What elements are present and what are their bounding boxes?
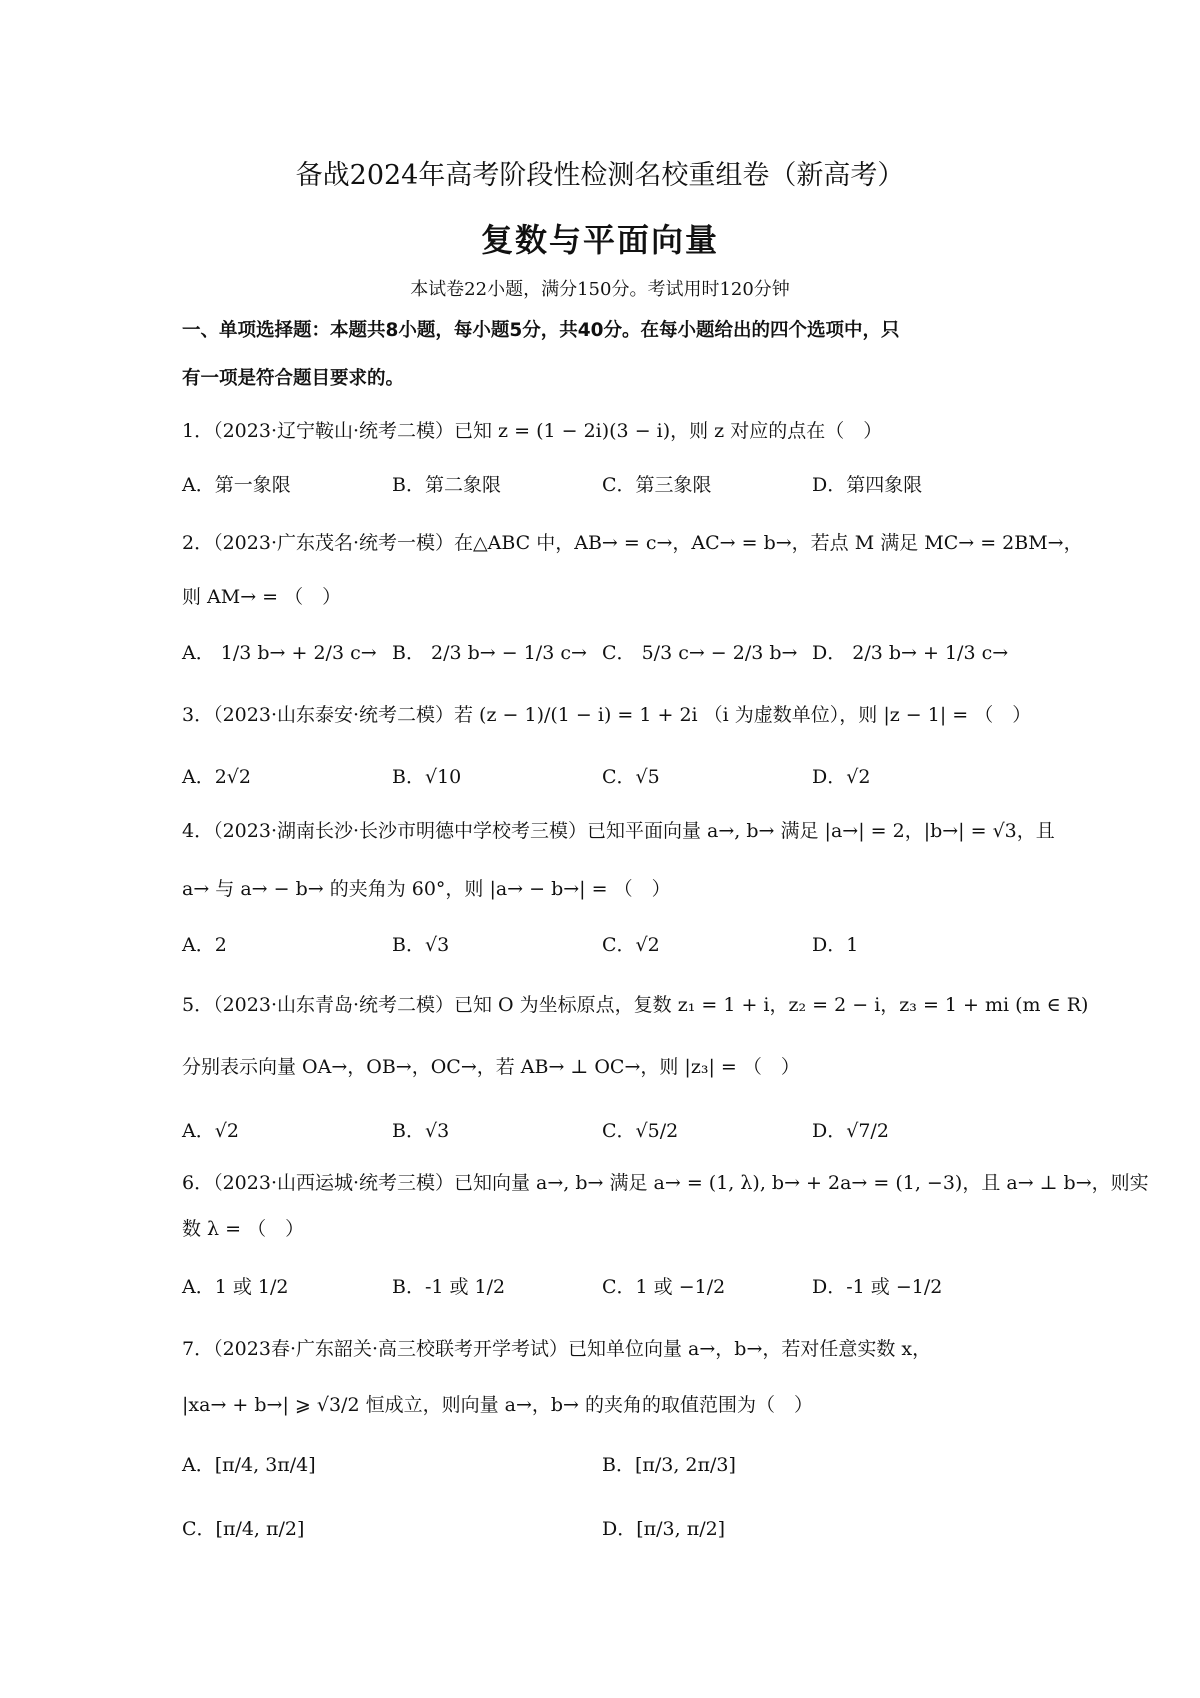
question-2-option-a: A． 1/3 b→ + 2/3 c→ bbox=[182, 642, 377, 664]
question-1-option-b: B．第二象限 bbox=[392, 474, 501, 496]
question-6-option-a: A．1 或 1/2 bbox=[182, 1276, 289, 1298]
question-3-stem: 3．（2023·山东泰安·统考二模）若 (z − 1)/(1 − i) = 1 + 2i （i 为虚数单位），则 |z − 1| = （ ） bbox=[182, 704, 1032, 726]
exam-supertitle: 备战2024年高考阶段性检测名校重组卷（新高考） bbox=[295, 160, 905, 191]
question-6-stem-cont: 数 λ = （ ） bbox=[182, 1218, 305, 1240]
question-3-option-c: C．√5 bbox=[602, 766, 660, 788]
question-1-option-a: A．第一象限 bbox=[182, 474, 291, 496]
question-6-stem: 6．（2023·山西运城·统考三模）已知向量 a→, b→ 满足 a→ = (1, λ), b→ + 2a→ = (1, −3)，且 a→ ⊥ b→，则实 bbox=[182, 1172, 1149, 1194]
question-2-option-c: C． 5/3 c→ − 2/3 b→ bbox=[602, 642, 798, 664]
section-heading-line-2: 有一项是符合题目要求的。 bbox=[182, 368, 405, 389]
question-1-stem: 1．（2023·辽宁鞍山·统考二模）已知 z = (1 − 2i)(3 − i)，则 z 对应的点在（ ） bbox=[182, 420, 883, 442]
question-4-stem: 4．（2023·湖南长沙·长沙市明德中学校考三模）已知平面向量 a→, b→ 满足 |a→| = 2，|b→| = √3，且 bbox=[182, 820, 1055, 842]
question-5-option-c: C．√5/2 bbox=[602, 1120, 679, 1142]
question-3-option-d: D．√2 bbox=[812, 766, 871, 788]
question-5-option-a: A．√2 bbox=[182, 1120, 239, 1142]
question-2-stem: 2．（2023·广东茂名·统考一模）在△ABC 中，AB→ = c→，AC→ = b→，若点 M 满足 MC→ = 2BM→， bbox=[182, 532, 1083, 554]
question-3-option-a: A．2√2 bbox=[182, 766, 252, 788]
question-5-stem-cont: 分别表示向量 OA→，OB→，OC→，若 AB→ ⊥ OC→，则 |z₃| = （ ） bbox=[182, 1056, 800, 1078]
question-3-option-b: B．√10 bbox=[392, 766, 462, 788]
question-4-option-d: D．1 bbox=[812, 934, 859, 956]
question-4-option-a: A．2 bbox=[182, 934, 227, 956]
question-4-stem-cont: a→ 与 a→ − b→ 的夹角为 60°，则 |a→ − b→| = （ ） bbox=[182, 878, 671, 900]
question-2-option-b: B． 2/3 b→ − 1/3 c→ bbox=[392, 642, 587, 664]
question-7-stem: 7．（2023春·广东韶关·高三校联考开学考试）已知单位向量 a→，b→，若对任意实数 x， bbox=[182, 1338, 932, 1360]
exam-subtitle: 本试卷22小题，满分150分。考试用时120分钟 bbox=[410, 279, 790, 300]
question-5-option-d: D．√7/2 bbox=[812, 1120, 889, 1142]
question-7-stem-cont: |xa→ + b→| ⩾ √3/2 恒成立，则向量 a→，b→ 的夹角的取值范围为（ ） bbox=[182, 1394, 813, 1416]
question-2-stem-cont: 则 AM→ = （ ） bbox=[182, 586, 342, 608]
question-6-option-c: C．1 或 −1/2 bbox=[602, 1276, 726, 1298]
question-2-option-d: D． 2/3 b→ + 1/3 c→ bbox=[812, 642, 1009, 664]
question-7-option-d: D．[π/3, π/2] bbox=[602, 1518, 726, 1540]
question-7-option-c: C．[π/4, π/2] bbox=[182, 1518, 305, 1540]
question-7-option-b: B．[π/3, 2π/3] bbox=[602, 1454, 736, 1476]
question-4-option-b: B．√3 bbox=[392, 934, 450, 956]
question-1-option-d: D．第四象限 bbox=[812, 474, 923, 496]
question-5-option-b: B．√3 bbox=[392, 1120, 450, 1142]
question-7-option-a: A．[π/4, 3π/4] bbox=[182, 1454, 316, 1476]
question-6-option-d: D．-1 或 −1/2 bbox=[812, 1276, 943, 1298]
question-1-option-c: C．第三象限 bbox=[602, 474, 712, 496]
question-6-option-b: B．-1 或 1/2 bbox=[392, 1276, 506, 1298]
question-5-stem: 5．（2023·山东青岛·统考二模）已知 O 为坐标原点，复数 z₁ = 1 + i，z₂ = 2 − i，z₃ = 1 + mi (m ∈ R) bbox=[182, 994, 1089, 1016]
question-4-option-c: C．√2 bbox=[602, 934, 660, 956]
section-heading-line-1: 一、单项选择题：本题共8小题，每小题5分，共40分。在每小题给出的四个选项中，只 bbox=[182, 320, 900, 341]
exam-title: 复数与平面向量 bbox=[480, 221, 719, 259]
